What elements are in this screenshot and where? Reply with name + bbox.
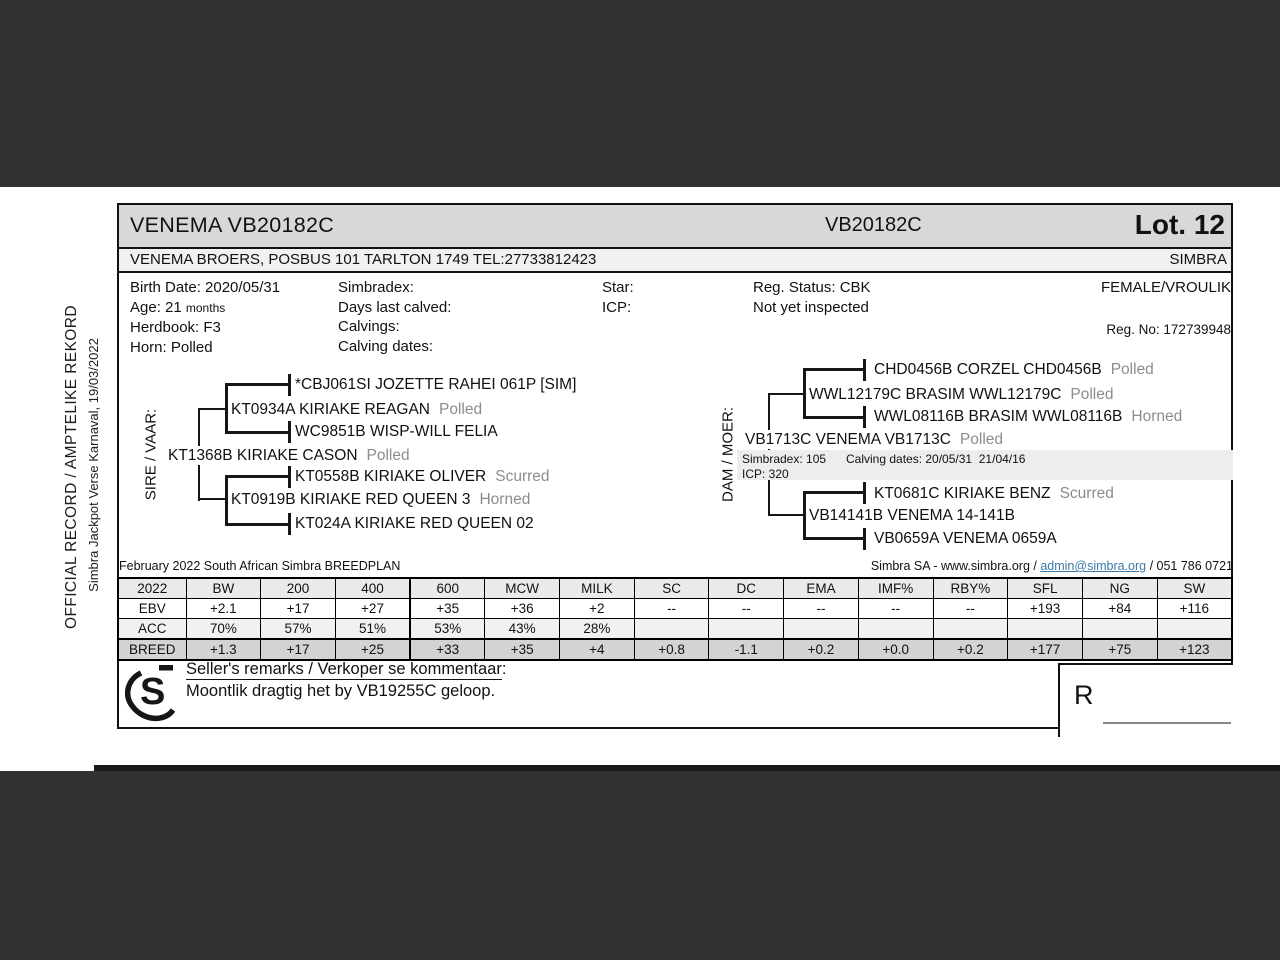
table-cell: +2.1 (186, 599, 261, 619)
horn-status: Polled (1110, 361, 1154, 378)
sire-animal (168, 446, 413, 465)
details-col3 (602, 278, 634, 317)
remarks-text: Moontlik dragtig het by VB19255C geloop. (186, 682, 496, 700)
table-cell: +75 (1082, 639, 1157, 660)
table-cell: 53% (410, 619, 485, 640)
table-row (118, 639, 1232, 660)
days-last-calved-label: Days last calved: (338, 298, 452, 316)
table-cell (933, 619, 1008, 640)
dam-upper-bracket (803, 368, 806, 419)
sire-sire (231, 400, 485, 419)
column-header: 200 (261, 578, 336, 599)
reg-status: Reg. Status: CBK (753, 279, 871, 296)
dam-performance-box (737, 450, 1233, 480)
sire-dd-tick (288, 513, 291, 535)
table-row (118, 599, 1232, 619)
sire-upper-bracket-bottom (225, 431, 290, 434)
remarks-colon: : (501, 660, 507, 678)
horn-status: Polled (1070, 386, 1114, 403)
dam-lower-bracket-top (803, 491, 865, 494)
animal-id: VB20182C (825, 214, 922, 236)
animal-name: VB0659A VENEMA 0659A (874, 530, 1057, 547)
sire-lower-bracket-bottom (225, 523, 290, 526)
table-cell: 57% (261, 619, 336, 640)
row-label: BREED (118, 639, 186, 660)
table-cell: +0.2 (784, 639, 859, 660)
animal-name: WWL08116B BRASIM WWL08116B (874, 408, 1123, 425)
email-link[interactable]: admin@simbra.org (1040, 559, 1147, 573)
table-cell: 51% (335, 619, 410, 640)
table-cell (634, 619, 709, 640)
table-cell: -- (709, 599, 784, 619)
sire-axis-label: SIRE / VAAR: (142, 408, 160, 501)
dam-calving-dates: Calving dates: 20/05/31 21/04/16 (846, 452, 1026, 466)
event-label: Simbra Jackpot Verse Karnaval, 19/03/2022 (86, 338, 101, 592)
table-cell: +116 (1157, 599, 1232, 619)
official-record-label: OFFICIAL RECORD / AMPTELIKE REKORD (63, 305, 80, 629)
column-header: RBY% (933, 578, 1008, 599)
sire-lower-bracket (225, 475, 228, 526)
contact-suffix: / 051 786 0721 (1146, 559, 1233, 573)
column-header: EMA (784, 578, 859, 599)
sex-label: FEMALE/VROULIK (1100, 279, 1231, 296)
dam-sd-tick (863, 406, 866, 428)
table-cell: -- (858, 599, 933, 619)
title-bar (119, 205, 1231, 249)
doc-border-bottom (117, 727, 1060, 729)
table-cell (709, 619, 784, 640)
column-header: MCW (485, 578, 560, 599)
dam-lower-bracket-bottom (803, 537, 865, 540)
remarks-heading (186, 660, 506, 679)
dam-stub-top (768, 393, 805, 395)
table-cell (1157, 619, 1232, 640)
table-cell: +35 (410, 599, 485, 619)
sire-granddam2 (295, 514, 546, 533)
animal-name: KT0681C KIRIAKE BENZ (874, 485, 1051, 502)
animal-name: WC9851B WISP-WILL FELIA (295, 423, 498, 440)
table-cell: -- (634, 599, 709, 619)
animal-name: WWL12179C BRASIM WWL12179C (809, 386, 1062, 403)
column-header: DC (709, 578, 784, 599)
table-cell: +193 (1008, 599, 1083, 619)
age-value: Age: 21 (130, 298, 182, 316)
column-header: IMF% (858, 578, 933, 599)
animal-name: VB14141B VENEMA 14-141B (809, 507, 1015, 524)
price-box-left (1058, 663, 1060, 737)
bottom-band (0, 771, 1280, 960)
dam-upper-bracket-top (803, 368, 865, 371)
sire-ds-tick (288, 466, 291, 488)
dam-ss-tick (863, 359, 866, 381)
table-cell: +2 (560, 599, 635, 619)
age-unit: months (185, 300, 226, 315)
simbradex-label: Simbradex: (338, 279, 414, 296)
table-cell (784, 619, 859, 640)
column-header: SFL (1008, 578, 1083, 599)
dam-simbradex: Simbradex: 105 (742, 452, 827, 466)
table-cell (858, 619, 933, 640)
dam-ds-tick (863, 482, 866, 504)
table-cell: 28% (560, 619, 635, 640)
column-header: NG (1082, 578, 1157, 599)
currency-symbol: R (1074, 680, 1094, 710)
column-header: SC (634, 578, 709, 599)
sire-sd-tick (288, 421, 291, 443)
ebv-table (117, 577, 1233, 661)
dam-sire (809, 385, 1116, 404)
simbra-logo-icon (125, 662, 181, 729)
animal-name: KT0934A KIRIAKE REAGAN (231, 401, 431, 418)
table-cell: +27 (335, 599, 410, 619)
breedplan-note: February 2022 South African Simbra BREEDPLAN (119, 559, 401, 573)
dam-granddam1 (874, 407, 1185, 426)
table-cell (1082, 619, 1157, 640)
horn-status: Polled (366, 447, 410, 464)
table-cell: -1.1 (709, 639, 784, 660)
column-header: SW (1157, 578, 1232, 599)
table-cell: 43% (485, 619, 560, 640)
dam-lower-bracket (803, 491, 806, 540)
table-cell: +17 (261, 599, 336, 619)
icp-label: ICP: (602, 298, 632, 316)
horn-status: Scurred (1059, 485, 1114, 502)
animal-name: CHD0456B CORZEL CHD0456B (874, 361, 1102, 378)
page-title: VENEMA VB20182C (130, 213, 335, 237)
contact-prefix: Simbra SA - www.simbra.org / (870, 559, 1041, 573)
table-cell: +4 (560, 639, 635, 660)
row-label: EBV (118, 599, 186, 619)
calving-dates-label: Calving dates: (338, 337, 434, 355)
row-label: ACC (118, 619, 186, 640)
sire-grandsire2 (295, 467, 553, 486)
table-cell: 70% (186, 619, 261, 640)
table-cell (1008, 619, 1083, 640)
sire-stub-top (198, 408, 227, 410)
details-col2 (338, 278, 451, 356)
column-header: 600 (410, 578, 485, 599)
remarks-heading-text: Seller's remarks / Verkoper se kommentaar (186, 660, 502, 678)
animal-name: *CBJ061SI JOZETTE RAHEI 061P [SIM] (295, 376, 577, 393)
horn-status: Scurred (495, 468, 550, 485)
table-cell: +0.0 (858, 639, 933, 660)
animal-name: KT0558B KIRIAKE OLIVER (295, 468, 487, 485)
animal-name: KT1368B KIRIAKE CASON (168, 447, 358, 464)
table-cell: +17 (261, 639, 336, 660)
animal-name: VB1713C VENEMA VB1713C (745, 431, 951, 448)
horn-status: Horned (479, 491, 531, 508)
table-row (118, 619, 1232, 640)
calvings-label: Calvings: (338, 318, 400, 335)
table-cell: +84 (1082, 599, 1157, 619)
simbra-contact-note (871, 559, 1233, 573)
sire-granddam1 (295, 422, 510, 441)
top-band (0, 0, 1280, 187)
sire-ss-tick (288, 374, 291, 396)
sire-lower-bracket-top (225, 475, 290, 478)
owner-address: VENEMA BROERS, POSBUS 101 TARLTON 1749 TEL:27733812423 (130, 251, 597, 268)
column-header: MILK (560, 578, 635, 599)
table-cell: -- (784, 599, 859, 619)
price-blank-line (1103, 722, 1231, 724)
details-col1 (130, 278, 280, 357)
table-cell: +25 (335, 639, 410, 660)
animal-name: KT024A KIRIAKE RED QUEEN 02 (295, 515, 534, 532)
breed-name: SIMBRA (1169, 251, 1227, 268)
dam-dam (809, 506, 1027, 525)
table-cell: -- (933, 599, 1008, 619)
details-col4 (753, 278, 871, 317)
column-header: 400 (335, 578, 410, 599)
sire-stub-bottom (198, 498, 227, 500)
table-cell: +36 (485, 599, 560, 619)
sire-grandsire1 (295, 375, 588, 394)
table-cell: +0.2 (933, 639, 1008, 660)
animal-name: KT0919B KIRIAKE RED QUEEN 3 (231, 491, 471, 508)
star-label: Star: (602, 279, 634, 296)
age (130, 298, 280, 319)
lot-sheet (117, 203, 1233, 743)
herdbook: Herdbook: F3 (130, 319, 221, 336)
dam-animal (745, 430, 1006, 449)
horn-status: Horn: Polled (130, 338, 213, 356)
lot-number: Lot. 12 (1134, 209, 1225, 240)
dam-stub-bottom (768, 514, 805, 516)
table-cell: +0.8 (634, 639, 709, 660)
dam-granddam2 (874, 529, 1069, 548)
sire-upper-bracket-top (225, 383, 290, 386)
sire-upper-bracket (225, 383, 228, 434)
svg-text:S: S (140, 671, 166, 713)
table-cell: +177 (1008, 639, 1083, 660)
reg-no: Reg. No: 172739948 (1106, 322, 1231, 337)
owner-bar (119, 249, 1231, 273)
table-year-header: 2022 (118, 578, 186, 599)
table-cell: +123 (1157, 639, 1232, 660)
table-cell: +35 (485, 639, 560, 660)
sire-dam (231, 490, 533, 509)
dam-axis-label: DAM / MOER: (719, 407, 737, 503)
horn-status: Horned (1131, 408, 1183, 425)
table-cell: +33 (410, 639, 485, 660)
dam-dd-tick (863, 528, 866, 550)
dam-grandsire2 (874, 484, 1117, 503)
dam-upper-bracket-bottom (803, 416, 865, 419)
horn-status: Polled (959, 431, 1004, 448)
horn-status: Polled (439, 401, 483, 418)
price-box-top (1058, 663, 1233, 665)
birth-date: Birth Date: 2020/05/31 (130, 279, 281, 296)
table-cell: +1.3 (186, 639, 261, 660)
dam-grandsire1 (874, 360, 1157, 379)
inspection-status: Not yet inspected (753, 298, 869, 316)
column-header: BW (186, 578, 261, 599)
dam-icp: ICP: 320 (742, 466, 789, 481)
